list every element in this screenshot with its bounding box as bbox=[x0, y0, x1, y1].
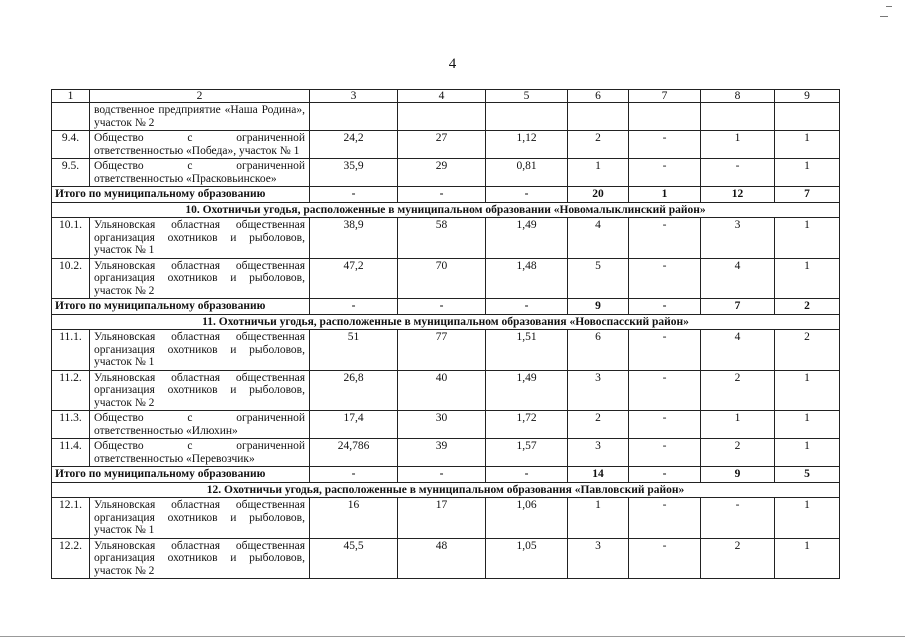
table-row bbox=[52, 218, 840, 259]
organization-name: Ульяновская областная общественная организация охотников и рыболовов, участок № 2 bbox=[90, 370, 310, 411]
organization-name: Ульяновская областная общественная организация охотников и рыболовов, участок № 2 bbox=[90, 258, 310, 299]
cell-c9: 1 bbox=[775, 538, 840, 579]
section-heading-row bbox=[52, 482, 840, 498]
row-number: 9.4. bbox=[52, 131, 90, 159]
column-header: 6 bbox=[568, 90, 629, 103]
total-cell-c6: 9 bbox=[568, 299, 629, 315]
scan-speck bbox=[886, 6, 892, 7]
cell-c8: 4 bbox=[701, 330, 775, 371]
cell-c4: 40 bbox=[398, 370, 486, 411]
row-number: 10.1. bbox=[52, 218, 90, 259]
column-header: 8 bbox=[701, 90, 775, 103]
table-row bbox=[52, 159, 840, 187]
cell-c9: 1 bbox=[775, 131, 840, 159]
total-cell-c6: 14 bbox=[568, 467, 629, 483]
row-number bbox=[52, 103, 90, 131]
cell-c5: 1,48 bbox=[486, 258, 568, 299]
cell-c7: - bbox=[629, 330, 701, 371]
row-number: 11.1. bbox=[52, 330, 90, 371]
cell-c4: 70 bbox=[398, 258, 486, 299]
table-row bbox=[52, 439, 840, 467]
total-cell-c9: 2 bbox=[775, 299, 840, 315]
total-cell-c5: - bbox=[486, 187, 568, 203]
hunting-grounds-table bbox=[51, 89, 840, 579]
cell-c8: 2 bbox=[701, 370, 775, 411]
total-row bbox=[52, 187, 840, 203]
cell-c3: 47,2 bbox=[310, 258, 398, 299]
total-cell-c9: 5 bbox=[775, 467, 840, 483]
cell-c5 bbox=[486, 103, 568, 131]
cell-c9: 1 bbox=[775, 370, 840, 411]
organization-name: Общество с ограниченной ответственностью «Илюхин» bbox=[90, 411, 310, 439]
cell-c7: - bbox=[629, 439, 701, 467]
cell-c5: 1,57 bbox=[486, 439, 568, 467]
table-row bbox=[52, 131, 840, 159]
column-header: 3 bbox=[310, 90, 398, 103]
cell-c9 bbox=[775, 103, 840, 131]
total-cell-c4: - bbox=[398, 187, 486, 203]
cell-c4: 17 bbox=[398, 498, 486, 539]
row-number: 10.2. bbox=[52, 258, 90, 299]
column-header: 9 bbox=[775, 90, 840, 103]
cell-c6: 1 bbox=[568, 498, 629, 539]
cell-c8 bbox=[701, 103, 775, 131]
cell-c6: 5 bbox=[568, 258, 629, 299]
organization-name: Общество с ограниченной ответственностью «Победа», участок № 1 bbox=[90, 131, 310, 159]
row-number: 11.2. bbox=[52, 370, 90, 411]
cell-c5: 1,49 bbox=[486, 218, 568, 259]
cell-c4: 27 bbox=[398, 131, 486, 159]
cell-c3: 51 bbox=[310, 330, 398, 371]
total-cell-c3: - bbox=[310, 299, 398, 315]
page-number: 4 bbox=[448, 56, 457, 72]
column-header: 2 bbox=[90, 90, 310, 103]
row-number: 11.3. bbox=[52, 411, 90, 439]
cell-c8: - bbox=[701, 159, 775, 187]
total-cell-c5: - bbox=[486, 467, 568, 483]
table-row bbox=[52, 538, 840, 579]
total-label: Итого по муниципальному образованию bbox=[52, 467, 310, 483]
scan-speck bbox=[0, 636, 905, 637]
table-row bbox=[52, 258, 840, 299]
cell-c5: 1,12 bbox=[486, 131, 568, 159]
organization-name: водственное предприятие «Наша Родина», участок № 2 bbox=[90, 103, 310, 131]
cell-c5: 1,05 bbox=[486, 538, 568, 579]
organization-name: Общество с ограниченной ответственностью «Прасковьинское» bbox=[90, 159, 310, 187]
cell-c7: - bbox=[629, 131, 701, 159]
scan-speck bbox=[880, 16, 888, 17]
organization-name: Ульяновская областная общественная организация охотников и рыболовов, участок № 1 bbox=[90, 218, 310, 259]
row-number: 12.1. bbox=[52, 498, 90, 539]
table-row bbox=[52, 498, 840, 539]
table-row bbox=[52, 103, 840, 131]
table-row bbox=[52, 411, 840, 439]
cell-c8: - bbox=[701, 498, 775, 539]
cell-c6: 3 bbox=[568, 370, 629, 411]
cell-c6: 6 bbox=[568, 330, 629, 371]
cell-c7: - bbox=[629, 218, 701, 259]
total-label: Итого по муниципальному образованию bbox=[52, 187, 310, 203]
table-row bbox=[52, 330, 840, 371]
cell-c3: 38,9 bbox=[310, 218, 398, 259]
cell-c8: 1 bbox=[701, 411, 775, 439]
cell-c3 bbox=[310, 103, 398, 131]
total-label: Итого по муниципальному образованию bbox=[52, 299, 310, 315]
row-number: 12.2. bbox=[52, 538, 90, 579]
total-row bbox=[52, 467, 840, 483]
total-cell-c8: 9 bbox=[701, 467, 775, 483]
cell-c8: 4 bbox=[701, 258, 775, 299]
cell-c6: 1 bbox=[568, 159, 629, 187]
column-header: 4 bbox=[398, 90, 486, 103]
cell-c7: - bbox=[629, 370, 701, 411]
organization-name: Ульяновская областная общественная организация охотников и рыболовов, участок № 1 bbox=[90, 330, 310, 371]
cell-c7: - bbox=[629, 538, 701, 579]
total-row bbox=[52, 299, 840, 315]
cell-c8: 3 bbox=[701, 218, 775, 259]
cell-c5: 1,06 bbox=[486, 498, 568, 539]
cell-c5: 0,81 bbox=[486, 159, 568, 187]
section-title: 10. Охотничьи угодья, расположенные в муниципальном образовании «Новомалыклинский район» bbox=[52, 202, 840, 218]
section-title: 12. Охотничьи угодья, расположенные в муниципальном образования «Павловский район» bbox=[52, 482, 840, 498]
cell-c3: 16 bbox=[310, 498, 398, 539]
organization-name: Ульяновская областная общественная организация охотников и рыболовов, участок № 1 bbox=[90, 498, 310, 539]
column-header: 7 bbox=[629, 90, 701, 103]
cell-c7: - bbox=[629, 498, 701, 539]
cell-c7: - bbox=[629, 411, 701, 439]
cell-c7 bbox=[629, 103, 701, 131]
cell-c4: 58 bbox=[398, 218, 486, 259]
total-cell-c8: 12 bbox=[701, 187, 775, 203]
organization-name: Ульяновская областная общественная организация охотников и рыболовов, участок № 2 bbox=[90, 538, 310, 579]
cell-c9: 1 bbox=[775, 258, 840, 299]
column-header: 5 bbox=[486, 90, 568, 103]
cell-c6: 2 bbox=[568, 411, 629, 439]
cell-c3: 26,8 bbox=[310, 370, 398, 411]
cell-c9: 1 bbox=[775, 498, 840, 539]
cell-c4: 30 bbox=[398, 411, 486, 439]
cell-c5: 1,72 bbox=[486, 411, 568, 439]
cell-c6: 3 bbox=[568, 439, 629, 467]
column-header: 1 bbox=[52, 90, 90, 103]
cell-c9: 2 bbox=[775, 330, 840, 371]
cell-c6: 4 bbox=[568, 218, 629, 259]
total-cell-c4: - bbox=[398, 299, 486, 315]
section-heading-row bbox=[52, 314, 840, 330]
section-heading-row bbox=[52, 202, 840, 218]
cell-c9: 1 bbox=[775, 218, 840, 259]
cell-c8: 2 bbox=[701, 439, 775, 467]
cell-c7: - bbox=[629, 258, 701, 299]
cell-c6: 2 bbox=[568, 131, 629, 159]
cell-c6: 3 bbox=[568, 538, 629, 579]
total-cell-c3: - bbox=[310, 467, 398, 483]
cell-c9: 1 bbox=[775, 159, 840, 187]
cell-c3: 24,786 bbox=[310, 439, 398, 467]
row-number: 9.5. bbox=[52, 159, 90, 187]
total-cell-c9: 7 bbox=[775, 187, 840, 203]
cell-c3: 45,5 bbox=[310, 538, 398, 579]
cell-c4: 77 bbox=[398, 330, 486, 371]
cell-c9: 1 bbox=[775, 411, 840, 439]
cell-c3: 24,2 bbox=[310, 131, 398, 159]
cell-c9: 1 bbox=[775, 439, 840, 467]
cell-c7: - bbox=[629, 159, 701, 187]
row-number: 11.4. bbox=[52, 439, 90, 467]
total-cell-c4: - bbox=[398, 467, 486, 483]
column-header-row bbox=[52, 90, 840, 103]
total-cell-c7: 1 bbox=[629, 187, 701, 203]
organization-name: Общество с ограниченной ответственностью «Перевозчик» bbox=[90, 439, 310, 467]
total-cell-c7: - bbox=[629, 299, 701, 315]
cell-c3: 17,4 bbox=[310, 411, 398, 439]
cell-c4: 29 bbox=[398, 159, 486, 187]
total-cell-c8: 7 bbox=[701, 299, 775, 315]
cell-c4: 48 bbox=[398, 538, 486, 579]
cell-c4: 39 bbox=[398, 439, 486, 467]
total-cell-c6: 20 bbox=[568, 187, 629, 203]
table-body bbox=[52, 90, 840, 579]
cell-c8: 2 bbox=[701, 538, 775, 579]
total-cell-c3: - bbox=[310, 187, 398, 203]
total-cell-c7: - bbox=[629, 467, 701, 483]
cell-c8: 1 bbox=[701, 131, 775, 159]
total-cell-c5: - bbox=[486, 299, 568, 315]
cell-c6 bbox=[568, 103, 629, 131]
cell-c5: 1,49 bbox=[486, 370, 568, 411]
cell-c3: 35,9 bbox=[310, 159, 398, 187]
cell-c5: 1,51 bbox=[486, 330, 568, 371]
cell-c4 bbox=[398, 103, 486, 131]
table-row bbox=[52, 370, 840, 411]
section-title: 11. Охотничьи угодья, расположенные в муниципальном образования «Новоспасский район» bbox=[52, 314, 840, 330]
